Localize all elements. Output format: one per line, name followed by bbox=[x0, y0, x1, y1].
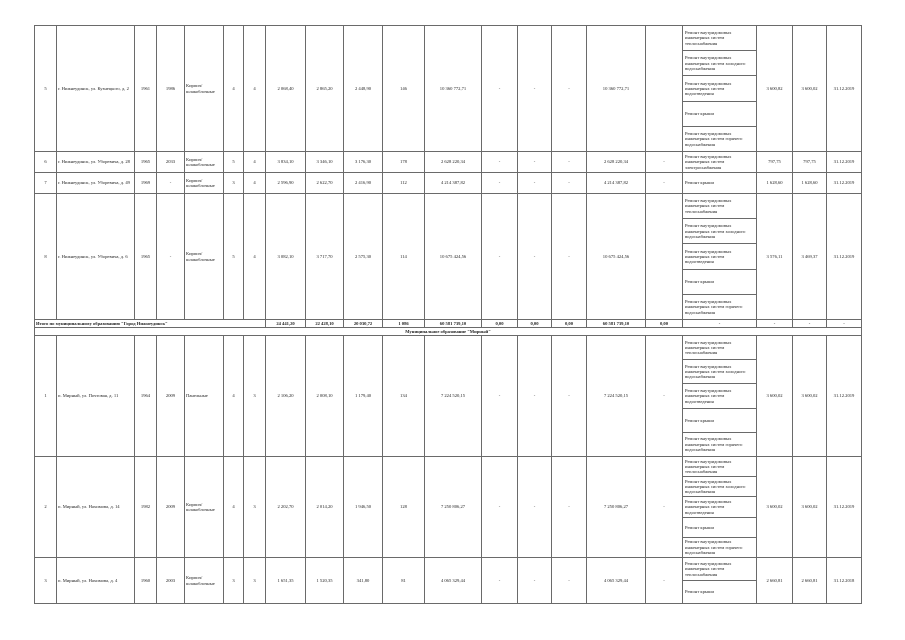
cell-material: Панельные bbox=[185, 336, 224, 457]
work-item: Ремонт внутридомовых инженерных систем горячего водоснабжения bbox=[685, 130, 743, 147]
cell-c5: - bbox=[646, 558, 683, 604]
cell-total-area: 2 596,90 bbox=[266, 173, 306, 194]
cell-c3: - bbox=[552, 558, 587, 604]
total-c3: 0,00 bbox=[552, 320, 587, 328]
cell-unit-cost: 3 600,02 bbox=[757, 457, 793, 558]
table-row bbox=[35, 457, 862, 558]
cell-year-overhaul: 2003 bbox=[157, 558, 185, 604]
cell-num: 1 bbox=[35, 336, 57, 457]
total-cost-total: 60 581 739,10 bbox=[425, 320, 482, 328]
cell-material: Кирпич/ шлакоблочные bbox=[185, 26, 224, 152]
cell-c2: - bbox=[518, 26, 552, 152]
works-cell bbox=[683, 152, 757, 173]
cell-max-cost: 3 600,02 bbox=[793, 26, 827, 152]
cell-residential: 1 946,50 bbox=[344, 457, 383, 558]
cell-c5: - bbox=[646, 336, 683, 457]
cell-c4: 4 065 329,44 bbox=[587, 558, 646, 604]
cell-max-cost: 797,75 bbox=[793, 152, 827, 173]
cell-residential: 341,80 bbox=[344, 558, 383, 604]
cell-residents: 134 bbox=[383, 336, 425, 457]
cell-max-cost: 1 628,60 bbox=[793, 173, 827, 194]
cell-total-area: 2 106,20 bbox=[266, 336, 306, 457]
cell-total-area: 3 082,10 bbox=[266, 194, 306, 320]
work-item: Ремонт внутридомовых инженерных систем водоотведения bbox=[683, 244, 756, 269]
work-item: Ремонт крыши bbox=[683, 409, 756, 433]
cell-c1: - bbox=[482, 26, 518, 152]
cell-cost-total: 7 224 520,15 bbox=[425, 336, 482, 457]
cell-material: Кирпич/ шлакоблочные bbox=[185, 457, 224, 558]
cell-num: 3 bbox=[35, 558, 57, 604]
cell-floors: 4 bbox=[224, 336, 244, 457]
work-item: Ремонт внутридомовых инженерных систем теплоснабжения bbox=[683, 457, 756, 477]
cell-material: Кирпич/ шлакоблочные bbox=[185, 173, 224, 194]
cell-total-area: 2 068,40 bbox=[266, 26, 306, 152]
cell-c2: - bbox=[518, 457, 552, 558]
cell-deadline: 31.12.2019 bbox=[827, 152, 862, 173]
cell-num: 5 bbox=[35, 26, 57, 152]
total-residents: 1 086 bbox=[383, 320, 425, 328]
cell-residents: 114 bbox=[383, 194, 425, 320]
total-c5: 0,00 bbox=[646, 320, 683, 328]
cell-year-built: 1965 bbox=[135, 152, 157, 173]
cell-c3: - bbox=[552, 194, 587, 320]
cell-c4: 10 360 772,71 bbox=[587, 26, 646, 152]
cell-living-area: 3 717,70 bbox=[306, 194, 344, 320]
work-item: Ремонт внутридомовых инженерных систем горячего водоснабжения bbox=[685, 436, 743, 453]
cell-living-area: 2 865,20 bbox=[306, 26, 344, 152]
cell-entrances: 4 bbox=[244, 194, 266, 320]
table-row bbox=[35, 194, 862, 320]
total-max-cost: - bbox=[793, 320, 827, 328]
cell-c1: - bbox=[482, 457, 518, 558]
cell-residents: 178 bbox=[383, 152, 425, 173]
cell-residents: 128 bbox=[383, 457, 425, 558]
cell-c5: - bbox=[646, 152, 683, 173]
total-unit-cost: - bbox=[757, 320, 793, 328]
cell-c2: - bbox=[518, 194, 552, 320]
work-item: Ремонт крыши bbox=[683, 102, 756, 127]
cell-c4: 7 250 806,27 bbox=[587, 457, 646, 558]
cell-address: г. Нижнеудинск, ул. Уборевича, д. 49 bbox=[57, 173, 135, 194]
cell-c1: - bbox=[482, 173, 518, 194]
cell-c2: - bbox=[518, 558, 552, 604]
cell-address: п. Мирный, ул. Почтовая, д. 11 bbox=[57, 336, 135, 457]
cell-living-area: 1 520,35 bbox=[306, 558, 344, 604]
cell-residents: 112 bbox=[383, 173, 425, 194]
work-item: Ремонт внутридомовых инженерных систем теплоснабжения bbox=[683, 26, 756, 51]
total-label: Итого по муниципальному образованию "Город Нижнеудинск" bbox=[35, 320, 266, 328]
cell-residential: 2 575,30 bbox=[344, 194, 383, 320]
cell-c3: - bbox=[552, 152, 587, 173]
cell-year-built: 1960 bbox=[135, 558, 157, 604]
section-row bbox=[35, 328, 862, 336]
work-item: Ремонт внутридомовых инженерных систем теплоснабжения bbox=[683, 336, 756, 360]
cell-total-area: 3 834,10 bbox=[266, 152, 306, 173]
work-item: Ремонт крыши bbox=[685, 589, 714, 595]
cell-cost-total: 10 675 424,56 bbox=[425, 194, 482, 320]
cell-c2: - bbox=[518, 152, 552, 173]
cell-c4: 7 224 520,15 bbox=[587, 336, 646, 457]
total-works: - bbox=[683, 320, 757, 328]
cell-c5: - bbox=[646, 173, 683, 194]
total-total-area: 24 441,20 bbox=[266, 320, 306, 328]
total-c4: 60 581 739,10 bbox=[587, 320, 646, 328]
cell-year-overhaul: - bbox=[157, 194, 185, 320]
work-item: Ремонт внутридомовых инженерных систем холодного водоснабжения bbox=[683, 360, 756, 384]
cell-address: п. Мирный, ул. Нахимова, д. 4 bbox=[57, 558, 135, 604]
cell-year-overhaul: - bbox=[157, 173, 185, 194]
work-item: Ремонт внутридомовых инженерных систем холодного водоснабжения bbox=[683, 477, 756, 497]
cell-floors: 4 bbox=[224, 457, 244, 558]
cell-c5: - bbox=[646, 457, 683, 558]
cell-unit-cost: 3 600,82 bbox=[757, 26, 793, 152]
cell-year-built: 1961 bbox=[135, 26, 157, 152]
cell-year-overhaul: 2009 bbox=[157, 457, 185, 558]
cell-residents: 146 bbox=[383, 26, 425, 152]
cell-entrances: 3 bbox=[244, 457, 266, 558]
cell-unit-cost: 797,75 bbox=[757, 152, 793, 173]
cell-living-area: 2 622,70 bbox=[306, 173, 344, 194]
table-row bbox=[35, 558, 862, 604]
cell-floors: 4 bbox=[224, 26, 244, 152]
cell-cost-total: 4 214 387,82 bbox=[425, 173, 482, 194]
cell-year-built: 1964 bbox=[135, 336, 157, 457]
cell-year-overhaul: 1986 bbox=[157, 26, 185, 152]
cell-residential: 1 179,40 bbox=[344, 336, 383, 457]
cell-total-area: 2 202,70 bbox=[266, 457, 306, 558]
cell-c2: - bbox=[518, 173, 552, 194]
cell-material: Кирпич/ шлакоблочные bbox=[185, 194, 224, 320]
total-row bbox=[35, 320, 862, 328]
cell-year-overhaul: 2033 bbox=[157, 152, 185, 173]
cell-c3: - bbox=[552, 336, 587, 457]
cell-address: г. Нижнеудинск, ул. Уборевича, д. 6 bbox=[57, 194, 135, 320]
cell-c4: 2 628 220,34 bbox=[587, 152, 646, 173]
table-row bbox=[35, 336, 862, 457]
cell-deadline: 31.12.2019 bbox=[827, 336, 862, 457]
work-item: Ремонт внутридомовых инженерных систем водоотведения bbox=[683, 497, 756, 517]
cell-c3: - bbox=[552, 457, 587, 558]
total-residential: 20 030,72 bbox=[344, 320, 383, 328]
capital-repair-table bbox=[34, 25, 862, 604]
cell-material: Кирпич/ шлакоблочные bbox=[185, 558, 224, 604]
works-cell bbox=[683, 558, 757, 604]
work-item: Ремонт внутридомовых инженерных систем теплоснабжения bbox=[683, 558, 756, 581]
cell-cost-total: 2 628 220,34 bbox=[425, 152, 482, 173]
cell-c3: - bbox=[552, 173, 587, 194]
cell-num: 6 bbox=[35, 152, 57, 173]
cell-floors: 3 bbox=[224, 173, 244, 194]
cell-max-cost: 2 660,81 bbox=[793, 558, 827, 604]
cell-year-built: 1982 bbox=[135, 457, 157, 558]
cell-unit-cost: 3 576,11 bbox=[757, 194, 793, 320]
table-row bbox=[35, 173, 862, 194]
cell-c1: - bbox=[482, 152, 518, 173]
cell-material: Кирпич/ шлакоблочные bbox=[185, 152, 224, 173]
work-item: Ремонт внутридомовых инженерных систем холодного водоснабжения bbox=[683, 219, 756, 244]
cell-year-built: 1965 bbox=[135, 194, 157, 320]
cell-cost-total: 10 360 772,71 bbox=[425, 26, 482, 152]
cell-living-area: 2 014,20 bbox=[306, 457, 344, 558]
works-cell bbox=[683, 26, 757, 152]
cell-c2: - bbox=[518, 336, 552, 457]
work-item: Ремонт внутридомовых инженерных систем горячего водоснабжения bbox=[685, 539, 743, 556]
table-row bbox=[35, 26, 862, 152]
cell-residential: 2 416,90 bbox=[344, 173, 383, 194]
cell-c3: - bbox=[552, 26, 587, 152]
cell-deadline: 31.12.2019 bbox=[827, 457, 862, 558]
cell-floors: 3 bbox=[224, 558, 244, 604]
total-c1: 0,00 bbox=[482, 320, 518, 328]
work-item: Ремонт внутридомовых инженерных систем холодного водоснабжения bbox=[683, 51, 756, 76]
cell-living-area: 2 008,10 bbox=[306, 336, 344, 457]
section-title: Муниципальное образование "Мирный" bbox=[35, 328, 862, 336]
cell-address: п. Мирный, ул. Нахимова, д. 14 bbox=[57, 457, 135, 558]
cell-cost-total: 7 250 806,27 bbox=[425, 457, 482, 558]
cell-unit-cost: 1 628,60 bbox=[757, 173, 793, 194]
cell-year-overhaul: 2009 bbox=[157, 336, 185, 457]
cell-year-built: 1969 bbox=[135, 173, 157, 194]
cell-living-area: 3 346,10 bbox=[306, 152, 344, 173]
cell-max-cost: 3 469,37 bbox=[793, 194, 827, 320]
cell-c4: 10 675 424,56 bbox=[587, 194, 646, 320]
cell-address: г. Нижнеудинск, ул. Кузнецкого, д. 2 bbox=[57, 26, 135, 152]
works-cell bbox=[683, 336, 757, 457]
work-item: Ремонт внутридомовых инженерных систем теплоснабжения bbox=[683, 194, 756, 219]
cell-num: 2 bbox=[35, 457, 57, 558]
cell-residents: 81 bbox=[383, 558, 425, 604]
work-item: Ремонт крыши bbox=[685, 180, 714, 186]
cell-deadline: 31.12.2019 bbox=[827, 173, 862, 194]
cell-floors: 5 bbox=[224, 194, 244, 320]
table-row bbox=[35, 152, 862, 173]
cell-residential: 2 448,90 bbox=[344, 26, 383, 152]
cell-total-area: 1 651,35 bbox=[266, 558, 306, 604]
works-cell bbox=[683, 194, 757, 320]
cell-unit-cost: 3 600,02 bbox=[757, 336, 793, 457]
total-deadline: - bbox=[827, 320, 862, 328]
total-living-area: 22 428,10 bbox=[306, 320, 344, 328]
cell-entrances: 4 bbox=[244, 173, 266, 194]
cell-c1: - bbox=[482, 558, 518, 604]
works-cell bbox=[683, 173, 757, 194]
cell-c5 bbox=[646, 194, 683, 320]
cell-entrances: 3 bbox=[244, 558, 266, 604]
cell-c1: - bbox=[482, 336, 518, 457]
cell-floors: 5 bbox=[224, 152, 244, 173]
cell-max-cost: 3 600,02 bbox=[793, 336, 827, 457]
cell-deadline: 31.12.2019 bbox=[827, 26, 862, 152]
cell-num: 8 bbox=[35, 194, 57, 320]
cell-entrances: 4 bbox=[244, 152, 266, 173]
cell-c4: 4 214 387,82 bbox=[587, 173, 646, 194]
work-item: Ремонт внутридомовых инженерных систем водоотведения bbox=[683, 384, 756, 408]
works-cell bbox=[683, 457, 757, 558]
cell-c5 bbox=[646, 26, 683, 152]
cell-deadline: 31.12.2018 bbox=[827, 558, 862, 604]
cell-address: г. Нижнеудинск, ул. Уборевича, д. 28 bbox=[57, 152, 135, 173]
cell-entrances: 4 bbox=[244, 26, 266, 152]
work-item: Ремонт внутридомовых инженерных систем электроснабжения bbox=[685, 154, 732, 170]
work-item: Ремонт внутридомовых инженерных систем водоотведения bbox=[683, 76, 756, 101]
cell-deadline: 31.12.2019 bbox=[827, 194, 862, 320]
total-c2: 0,00 bbox=[518, 320, 552, 328]
cell-max-cost: 3 600,02 bbox=[793, 457, 827, 558]
cell-cost-total: 4 065 329,44 bbox=[425, 558, 482, 604]
cell-entrances: 3 bbox=[244, 336, 266, 457]
cell-residential: 3 176,30 bbox=[344, 152, 383, 173]
cell-c1: - bbox=[482, 194, 518, 320]
cell-unit-cost: 2 660,81 bbox=[757, 558, 793, 604]
cell-num: 7 bbox=[35, 173, 57, 194]
work-item: Ремонт внутридомовых инженерных систем горячего водоснабжения bbox=[685, 298, 743, 315]
work-item: Ремонт крыши bbox=[683, 270, 756, 295]
work-item: Ремонт крыши bbox=[683, 518, 756, 538]
